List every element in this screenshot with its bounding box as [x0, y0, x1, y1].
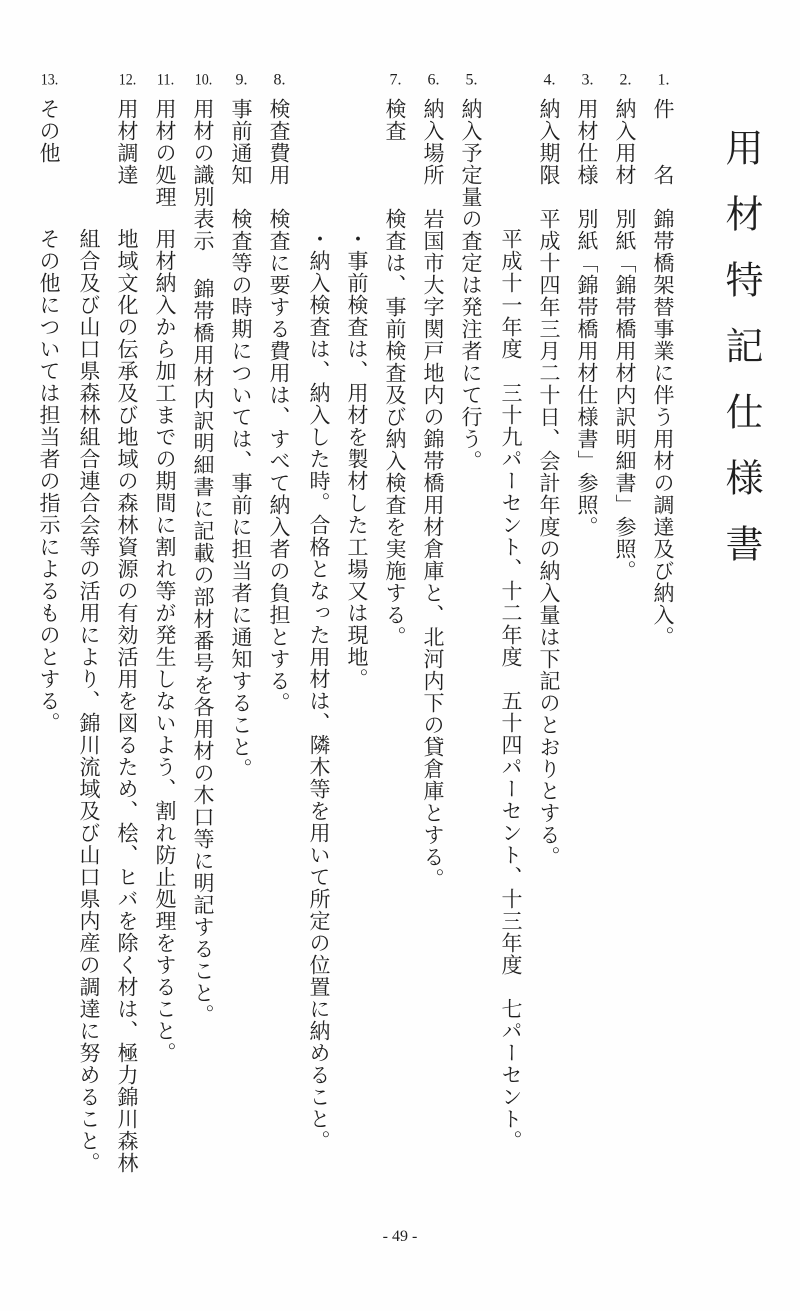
item-text: 岩国市大字関戸地内の錦帯橋用材倉庫と、北河内下の貸倉庫とする。: [421, 208, 445, 890]
item-text: 地域文化の伝承及び地域の森林資源の有効活用を図るため、桧、ヒバを除く材は、極力錦川森林: [115, 228, 139, 1174]
item-number: 1.: [657, 72, 670, 88]
page-number: - 49 -: [382, 1228, 418, 1245]
item-13: [34, 72, 64, 734]
item-label: 事前通知: [229, 98, 253, 186]
item-text: 錦帯橋架替事業に伴う用材の調達及び納入。: [651, 208, 675, 648]
item-7-pre-inspection: [342, 228, 372, 690]
item-text: ・事前検査は、用材を製材した工場又は現地。: [345, 228, 369, 690]
item-text: ・納入検査は、納入した時。合格となった用材は、隣木等を用いて所定の位置に納めること。: [307, 228, 331, 1152]
item-5: [456, 72, 486, 472]
item-text: 用材納入から加工までの期間に割れ等が発生しないよう、割れ防止処理をすること。: [153, 228, 177, 1064]
item-7: [380, 72, 410, 648]
item-number: 7.: [389, 72, 402, 88]
item-text: 組合及び山口県森林組合連合会等の活用により、錦川流域及び山口県内産の調達に努めること。: [77, 228, 101, 1174]
item-label: 用材調達: [115, 98, 139, 186]
item-label: 納入用材: [613, 98, 637, 186]
item-11: [150, 72, 180, 1064]
item-label: 検査: [383, 98, 407, 142]
item-label: 納入期限: [537, 98, 561, 186]
item-12: [112, 72, 142, 1174]
item-label: 用材の識別表示: [191, 98, 215, 252]
item-12-continuation: [74, 228, 104, 1174]
item-3: [572, 72, 602, 538]
item-label: 用材仕様: [575, 98, 599, 186]
item-number: 13.: [40, 72, 59, 88]
item-text: その他については担当者の指示によるものとする。: [37, 228, 61, 734]
item-2: [610, 72, 640, 582]
item-6: [418, 72, 448, 890]
item-label: 納入場所: [421, 98, 445, 186]
item-text: 平成十四年三月二十日、会計年度の納入量は下記のとおりとする。: [537, 208, 561, 868]
item-9: [226, 72, 256, 780]
item-number: 9.: [235, 72, 248, 88]
item-number: 6.: [427, 72, 440, 88]
item-4-continuation: [496, 228, 526, 1152]
item-number: 11.: [156, 72, 175, 88]
item-text: 別紙「錦帯橋用材内訳明細書」参照。: [613, 208, 637, 582]
item-text: 検査に要する費用は、すべて納入者の負担とする。: [267, 208, 291, 714]
item-label: その他: [37, 98, 61, 164]
item-4: [534, 72, 564, 868]
page-title: 用材特記仕様書: [719, 128, 763, 590]
item-text: 検査等の時期については、事前に担当者に通知すること。: [229, 208, 253, 780]
item-label: 検査費用: [267, 98, 291, 186]
item-7-delivery-inspection: [304, 228, 334, 1152]
item-number: 2.: [619, 72, 632, 88]
item-1: [648, 72, 678, 648]
item-10: [188, 72, 218, 1026]
item-number: 10.: [194, 72, 213, 88]
item-label: 用材の処理: [153, 98, 177, 208]
item-label: 件 名: [651, 98, 675, 186]
item-text: 納入予定量の査定は発注者にて行う。: [459, 98, 483, 472]
item-number: 3.: [581, 72, 594, 88]
item-number: 4.: [543, 72, 556, 88]
item-8: [264, 72, 294, 714]
item-text: 錦帯橋用材内訳明細書に記載の部材番号を各用材の木口等に明記すること。: [191, 278, 215, 1026]
item-text: 検査は、事前検査及び納入検査を実施する。: [383, 208, 407, 648]
item-number: 12.: [118, 72, 137, 88]
item-number: 8.: [273, 72, 286, 88]
item-text: 別紙「錦帯橋用材仕様書」参照。: [575, 208, 599, 538]
item-text: 平成十一年度 三十九パーセント、十二年度 五十四パーセント、十三年度 七パーセント。: [499, 228, 523, 1152]
item-number: 5.: [465, 72, 478, 88]
